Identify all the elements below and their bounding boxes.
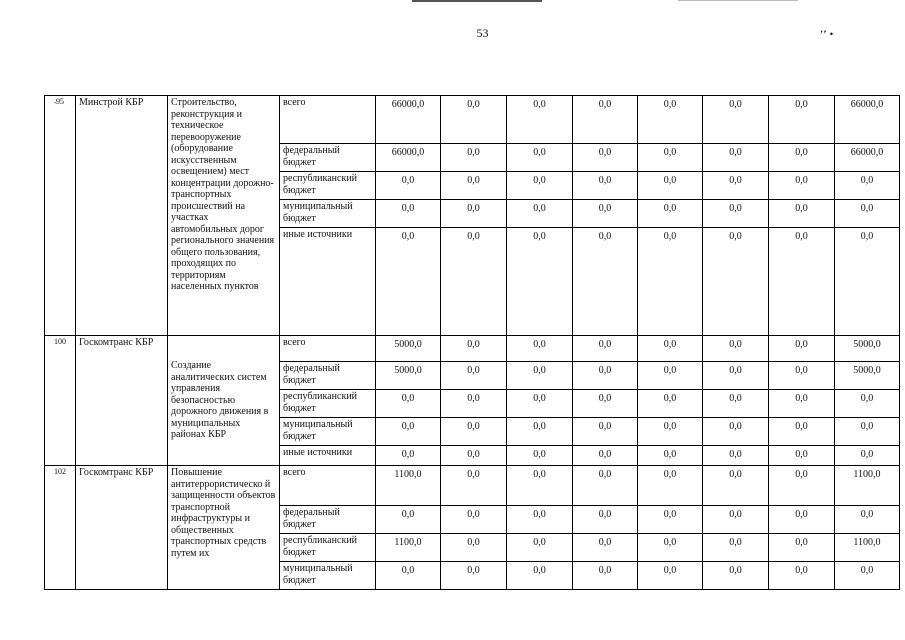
- amount-value: 0,0: [467, 421, 480, 432]
- funding-source-cell: муниципальный бюджет: [280, 562, 376, 590]
- funding-source-cell: муниципальный бюджет: [280, 418, 376, 446]
- amount-cell: [769, 506, 835, 534]
- funding-source-cell: муниципальный бюджет: [280, 200, 376, 228]
- amount-value: 0,0: [795, 147, 808, 158]
- amount-value: 0,0: [401, 509, 415, 520]
- funding-source-cell: республиканский бюджет: [280, 390, 376, 418]
- amount-value: 0,0: [401, 175, 415, 186]
- funding-source-cell: республиканский бюджет: [280, 172, 376, 200]
- amount-cell: [703, 362, 769, 390]
- amount-cell: [769, 362, 835, 390]
- amount-cell: [835, 466, 900, 506]
- amount-cell: [638, 228, 703, 336]
- amount-value: 0,0: [663, 339, 677, 350]
- amount-cell: [703, 228, 769, 336]
- amount-cell: [638, 390, 703, 418]
- amount-value: 0,0: [467, 537, 480, 548]
- organization-cell: Госкомтранс КБР: [76, 466, 168, 590]
- amount-value: 0,0: [795, 509, 808, 520]
- amount-cell: [835, 200, 900, 228]
- amount-cell: [703, 418, 769, 446]
- amount-value: 0,0: [401, 565, 415, 576]
- amount-cell: [507, 336, 573, 362]
- amount-value: 1100,0: [394, 469, 422, 480]
- amount-value: 0,0: [401, 393, 415, 404]
- amount-value: 0,0: [467, 203, 480, 214]
- amount-cell: [638, 362, 703, 390]
- amount-cell: [507, 446, 573, 466]
- amount-cell: [703, 446, 769, 466]
- amount-cell: [441, 336, 507, 362]
- row-number: 100: [54, 337, 66, 346]
- amount-value: 0,0: [533, 99, 546, 110]
- amount-cell: [507, 562, 573, 590]
- amount-cell: [769, 96, 835, 144]
- amount-cell: [507, 200, 573, 228]
- amount-cell: [835, 506, 900, 534]
- amount-cell: [835, 144, 900, 172]
- amount-value: 0,0: [795, 421, 808, 432]
- amount-value: 0,0: [598, 469, 612, 480]
- amount-value: 0,0: [795, 339, 808, 350]
- amount-cell: [376, 390, 441, 418]
- amount-cell: [507, 228, 573, 336]
- amount-value: 0,0: [795, 203, 808, 214]
- amount-cell: [376, 534, 441, 562]
- row-number: 102: [54, 467, 66, 476]
- amount-value: 0,0: [598, 449, 612, 460]
- amount-cell: [835, 534, 900, 562]
- amount-cell: [441, 200, 507, 228]
- amount-value: 5000,0: [853, 339, 881, 350]
- amount-cell: [573, 200, 638, 228]
- amount-value: 0,0: [533, 231, 546, 242]
- amount-cell: [573, 336, 638, 362]
- amount-value: 0,0: [729, 537, 742, 548]
- amount-cell: [835, 96, 900, 144]
- amount-cell: [769, 390, 835, 418]
- amount-cell: [835, 390, 900, 418]
- amount-cell: [769, 534, 835, 562]
- amount-value: 1100,0: [853, 537, 881, 548]
- amount-value: 0,0: [729, 231, 742, 242]
- amount-value: 0,0: [533, 339, 546, 350]
- amount-cell: [573, 446, 638, 466]
- amount-value: 0,0: [663, 175, 677, 186]
- amount-value: 0,0: [663, 99, 677, 110]
- amount-cell: [769, 418, 835, 446]
- amount-value: 0,0: [663, 509, 677, 520]
- amount-value: 0,0: [467, 565, 480, 576]
- amount-value: 66000,0: [391, 99, 425, 110]
- amount-cell: [703, 144, 769, 172]
- amount-value: 0,0: [663, 449, 677, 460]
- amount-value: 0,0: [795, 449, 808, 460]
- amount-value: 1100,0: [853, 469, 881, 480]
- amount-value: 66000,0: [391, 147, 425, 158]
- amount-value: 66000,0: [850, 147, 884, 158]
- amount-value: 0,0: [663, 231, 677, 242]
- amount-cell: [376, 172, 441, 200]
- amount-cell: [573, 228, 638, 336]
- amount-cell: [638, 144, 703, 172]
- amount-cell: [638, 200, 703, 228]
- amount-value: 0,0: [663, 421, 677, 432]
- amount-value: 0,0: [729, 449, 742, 460]
- amount-value: 0,0: [598, 565, 612, 576]
- amount-cell: [703, 562, 769, 590]
- amount-cell: [507, 506, 573, 534]
- amount-value: 0,0: [795, 231, 808, 242]
- amount-cell: [638, 562, 703, 590]
- amount-cell: [441, 172, 507, 200]
- scan-artifact-line: [412, 0, 542, 2]
- amount-cell: [573, 96, 638, 144]
- amount-value: 0,0: [860, 231, 874, 242]
- amount-value: 0,0: [860, 421, 874, 432]
- description-cell: Повышение антитеррористическо й защищенности объектов транспортной инфраструктуры и общественных транспортных средств путем их: [168, 466, 280, 590]
- amount-cell: [441, 418, 507, 446]
- amount-cell: [507, 534, 573, 562]
- amount-cell: [507, 466, 573, 506]
- amount-cell: [441, 362, 507, 390]
- amount-value: 0,0: [401, 203, 415, 214]
- amount-cell: [769, 144, 835, 172]
- amount-cell: [703, 534, 769, 562]
- amount-value: 0,0: [663, 565, 677, 576]
- amount-cell: [769, 466, 835, 506]
- funding-source-cell: республиканский бюджет: [280, 534, 376, 562]
- funding-source-cell: иные источники: [280, 446, 376, 466]
- amount-cell: [573, 172, 638, 200]
- amount-cell: [376, 362, 441, 390]
- amount-cell: [703, 506, 769, 534]
- amount-cell: [573, 362, 638, 390]
- amount-value: 0,0: [795, 537, 808, 548]
- funding-source-cell: иные источники: [280, 228, 376, 336]
- amount-cell: [769, 336, 835, 362]
- amount-value: 0,0: [729, 203, 742, 214]
- amount-value: 0,0: [467, 99, 480, 110]
- amount-value: 0,0: [533, 393, 546, 404]
- amount-value: 66000,0: [850, 99, 884, 110]
- amount-cell: [769, 228, 835, 336]
- amount-value: 0,0: [795, 365, 808, 376]
- amount-cell: [835, 362, 900, 390]
- amount-value: 0,0: [533, 449, 546, 460]
- amount-cell: [441, 534, 507, 562]
- row-number-cell: [45, 336, 76, 466]
- row-number-cell: [45, 96, 76, 336]
- amount-value: 0,0: [533, 469, 546, 480]
- amount-value: 0,0: [533, 203, 546, 214]
- funding-source-cell: всего: [280, 96, 376, 144]
- amount-value: 0,0: [598, 393, 612, 404]
- amount-value: 0,0: [533, 147, 546, 158]
- amount-value: 0,0: [729, 99, 742, 110]
- amount-cell: [573, 562, 638, 590]
- amount-value: 0,0: [729, 147, 742, 158]
- table-row: [45, 336, 900, 362]
- amount-cell: [835, 172, 900, 200]
- table-row: [45, 96, 900, 144]
- amount-value: 0,0: [860, 393, 874, 404]
- amount-value: 0,0: [729, 509, 742, 520]
- amount-value: 0,0: [729, 565, 742, 576]
- budget-table-body: [45, 96, 900, 590]
- corner-marks: ’’ •: [820, 29, 835, 39]
- amount-cell: [441, 562, 507, 590]
- scan-artifact-line: [678, 0, 798, 1]
- amount-value: 0,0: [795, 469, 808, 480]
- amount-cell: [835, 228, 900, 336]
- amount-value: 0,0: [598, 421, 612, 432]
- organization-cell: Госкомтранс КБР: [76, 336, 168, 466]
- amount-value: 0,0: [860, 203, 874, 214]
- amount-cell: [573, 506, 638, 534]
- amount-cell: [638, 506, 703, 534]
- amount-cell: [376, 228, 441, 336]
- amount-cell: [441, 144, 507, 172]
- amount-cell: [507, 418, 573, 446]
- funding-source-cell: всего: [280, 336, 376, 362]
- amount-value: 0,0: [729, 421, 742, 432]
- amount-value: 0,0: [663, 203, 677, 214]
- amount-value: 0,0: [467, 469, 480, 480]
- amount-cell: [376, 96, 441, 144]
- amount-value: 0,0: [401, 449, 415, 460]
- amount-value: 0,0: [795, 99, 808, 110]
- amount-cell: [441, 446, 507, 466]
- amount-cell: [507, 362, 573, 390]
- amount-cell: [703, 466, 769, 506]
- amount-cell: [769, 562, 835, 590]
- amount-value: 0,0: [729, 175, 742, 186]
- amount-cell: [441, 96, 507, 144]
- amount-cell: [441, 390, 507, 418]
- funding-source-cell: федеральный бюджет: [280, 144, 376, 172]
- amount-value: 0,0: [533, 509, 546, 520]
- amount-cell: [507, 390, 573, 418]
- amount-value: 0,0: [533, 537, 546, 548]
- amount-value: 0,0: [795, 393, 808, 404]
- amount-value: 0,0: [467, 231, 480, 242]
- amount-cell: [638, 336, 703, 362]
- amount-cell: [573, 466, 638, 506]
- amount-cell: [573, 144, 638, 172]
- amount-value: 0,0: [860, 565, 874, 576]
- amount-cell: [441, 506, 507, 534]
- amount-cell: [835, 336, 900, 362]
- amount-cell: [638, 418, 703, 446]
- amount-value: 0,0: [533, 565, 546, 576]
- amount-value: 0,0: [467, 393, 480, 404]
- amount-value: 0,0: [663, 393, 677, 404]
- amount-value: 0,0: [598, 147, 612, 158]
- amount-cell: [376, 336, 441, 362]
- row-marker: -: [54, 98, 57, 107]
- amount-value: 0,0: [401, 231, 415, 242]
- amount-cell: [835, 446, 900, 466]
- amount-value: 5000,0: [394, 339, 422, 350]
- funding-source-cell: всего: [280, 466, 376, 506]
- amount-value: 0,0: [598, 339, 612, 350]
- amount-value: 0,0: [467, 147, 480, 158]
- amount-cell: [638, 96, 703, 144]
- amount-cell: [703, 96, 769, 144]
- organization-cell: Минстрой КБР: [76, 96, 168, 336]
- amount-cell: [376, 200, 441, 228]
- amount-cell: [376, 506, 441, 534]
- row-number: 95: [56, 97, 64, 106]
- amount-value: 0,0: [467, 449, 480, 460]
- amount-cell: [376, 466, 441, 506]
- row-number-cell: [45, 466, 76, 590]
- amount-cell: [376, 562, 441, 590]
- amount-value: 0,0: [598, 99, 612, 110]
- funding-source-cell: федеральный бюджет: [280, 506, 376, 534]
- amount-value: 5000,0: [853, 365, 881, 376]
- amount-cell: [507, 96, 573, 144]
- amount-value: 0,0: [467, 339, 480, 350]
- amount-cell: [573, 534, 638, 562]
- table-row: [45, 466, 900, 506]
- amount-value: 5000,0: [394, 365, 422, 376]
- amount-cell: [638, 534, 703, 562]
- amount-cell: [376, 418, 441, 446]
- amount-cell: [638, 172, 703, 200]
- amount-value: 0,0: [598, 203, 612, 214]
- amount-value: 0,0: [860, 175, 874, 186]
- amount-value: 0,0: [467, 509, 480, 520]
- amount-value: 0,0: [533, 365, 546, 376]
- amount-value: 0,0: [598, 509, 612, 520]
- amount-cell: [573, 390, 638, 418]
- amount-value: 0,0: [663, 365, 677, 376]
- amount-value: 0,0: [663, 469, 677, 480]
- amount-cell: [376, 446, 441, 466]
- amount-value: 1100,0: [394, 537, 422, 548]
- amount-cell: [376, 144, 441, 172]
- amount-cell: [769, 172, 835, 200]
- description-cell: Создание аналитических систем управления безопасностью дорожного движения в муниципальных районах КБР: [168, 336, 280, 466]
- amount-value: 0,0: [598, 175, 612, 186]
- amount-value: 0,0: [860, 449, 874, 460]
- page-number: 53: [476, 26, 489, 40]
- amount-value: 0,0: [401, 421, 415, 432]
- amount-cell: [441, 466, 507, 506]
- amount-value: 0,0: [729, 393, 742, 404]
- funding-source-cell: федеральный бюджет: [280, 362, 376, 390]
- amount-cell: [835, 418, 900, 446]
- amount-value: 0,0: [467, 365, 480, 376]
- amount-cell: [441, 228, 507, 336]
- amount-value: 0,0: [860, 509, 874, 520]
- amount-cell: [769, 446, 835, 466]
- amount-value: 0,0: [533, 421, 546, 432]
- amount-value: 0,0: [467, 175, 480, 186]
- amount-cell: [573, 418, 638, 446]
- amount-value: 0,0: [663, 537, 677, 548]
- amount-cell: [638, 466, 703, 506]
- amount-cell: [507, 172, 573, 200]
- amount-value: 0,0: [598, 231, 612, 242]
- amount-cell: [769, 200, 835, 228]
- amount-value: 0,0: [729, 469, 742, 480]
- amount-cell: [703, 336, 769, 362]
- amount-value: 0,0: [795, 175, 808, 186]
- amount-value: 0,0: [729, 339, 742, 350]
- amount-cell: [835, 562, 900, 590]
- budget-table: [44, 95, 900, 590]
- description-cell: Строительство, реконструкция и техническое перевооружение (оборудование искусственным освещением) мест концентрации дорожно-транспортных происшествий на участках автомобильных дорог регионального значения общего пользования, проходящих по территориям населенных пунктов: [168, 96, 280, 336]
- amount-cell: [507, 144, 573, 172]
- amount-cell: [638, 446, 703, 466]
- amount-value: 0,0: [729, 365, 742, 376]
- amount-value: 0,0: [598, 537, 612, 548]
- amount-value: 0,0: [598, 365, 612, 376]
- amount-value: 0,0: [663, 147, 677, 158]
- amount-cell: [703, 390, 769, 418]
- amount-cell: [703, 200, 769, 228]
- amount-cell: [703, 172, 769, 200]
- amount-value: 0,0: [795, 565, 808, 576]
- amount-value: 0,0: [533, 175, 546, 186]
